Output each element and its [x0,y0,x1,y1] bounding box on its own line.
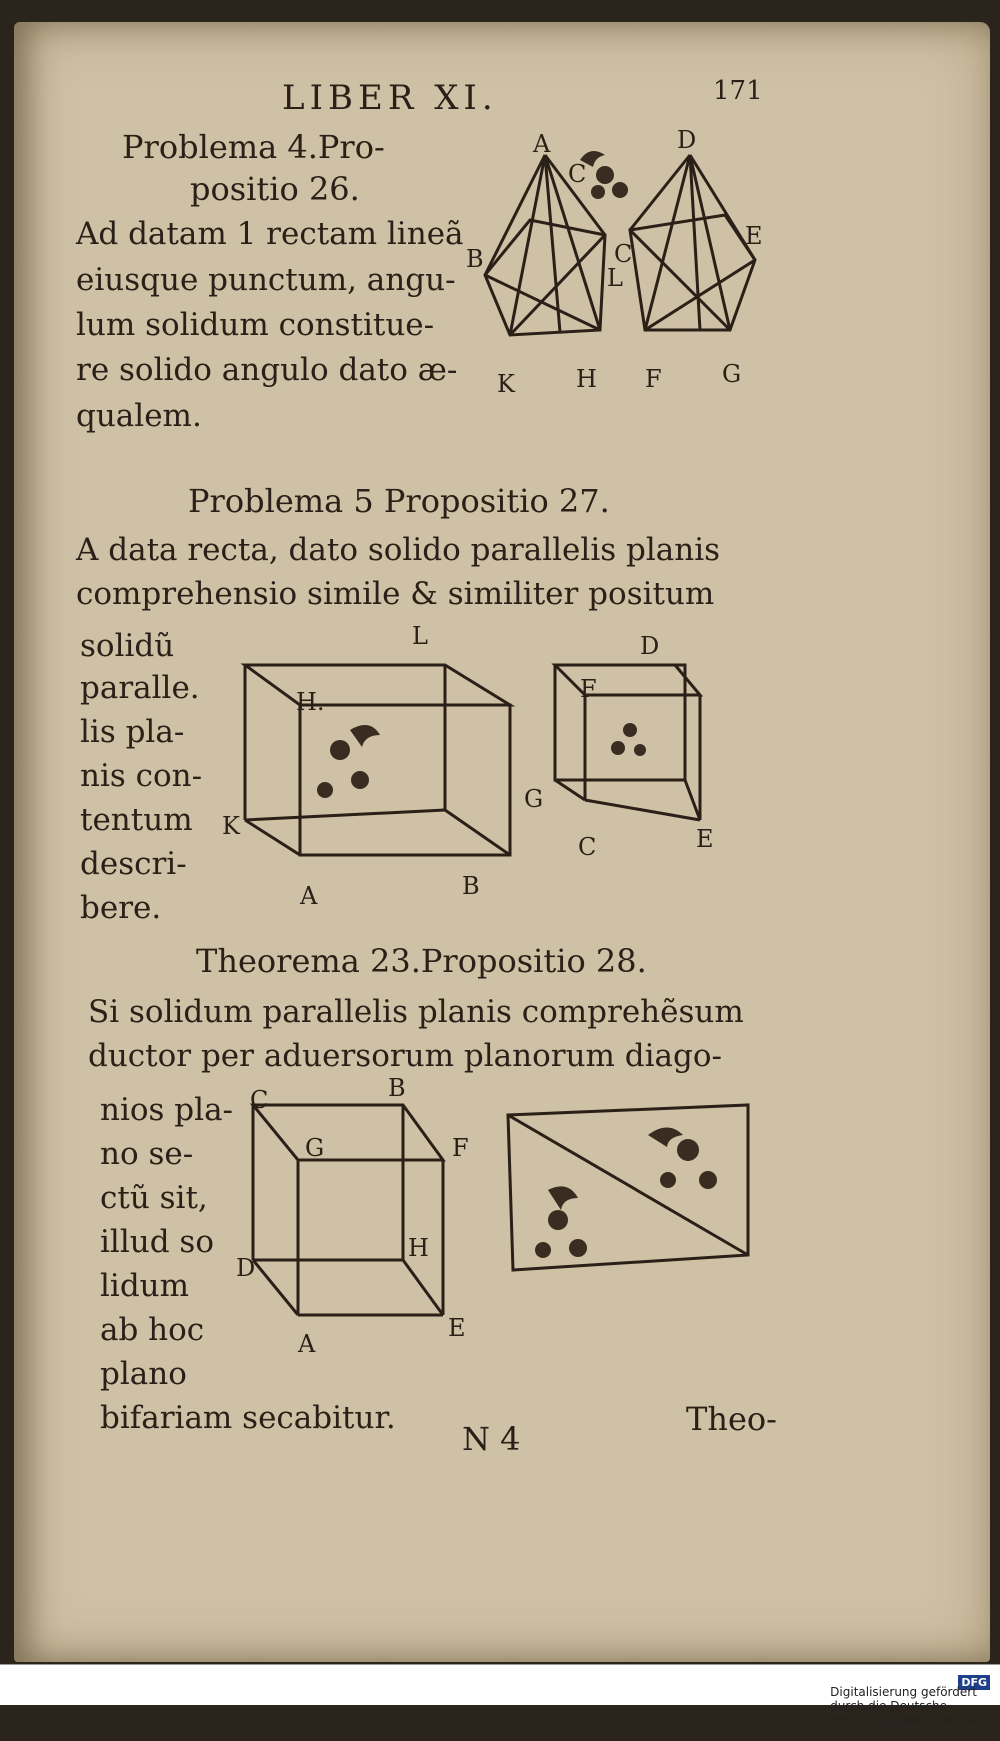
prop28-side-4: illud so [100,1224,214,1260]
fleuron-lower [535,1186,587,1258]
fleuron-upper [648,1128,717,1190]
prop27-side-2: paralle. [80,670,200,706]
fig28-label-h: H [408,1234,429,1262]
fig28-label-c: C [250,1086,269,1114]
fig27-label-a: A [300,882,318,910]
prop26-line-4: re solido angulo dato æ- [76,352,458,388]
fig27-label-d: D [640,632,660,660]
dfg-badge: DFG [958,1675,990,1690]
prop27-side-6: descri- [80,846,187,882]
prop28-side-6: ab hoc [100,1312,205,1348]
fig26-label-f: F [645,365,662,393]
prop27-side-7: bere. [80,890,162,926]
small-box [555,665,700,820]
fig26-label-c2: C [614,240,633,268]
fig26-label-c1: C [568,160,587,188]
prop26-line-2: eiusque punctum, angu- [76,262,456,298]
prop27-line-1: A data recta, dato solido parallelis planis [76,532,721,568]
fig26-label-e: E [745,222,763,250]
fig28-label-g: G [305,1134,325,1162]
fig26-label-k: K [497,370,515,398]
fig26-label-h: H [576,365,597,393]
catchword: Theo- [686,1400,777,1438]
fig28-label-e: E [448,1314,466,1342]
signature-mark: N 4 [462,1420,521,1458]
fig26-label-g: G [722,360,742,388]
prop26-line-3: lum solidum constitue- [76,307,435,343]
prop27-line-2: comprehensio simile & similiter positum [76,576,715,612]
prop27-side-4: nis con- [80,758,203,794]
fig27-label-g: G [524,785,544,813]
fig26-label-l: L [607,264,623,292]
prop28-title: Theorema 23.Propositio 28. [196,942,647,980]
fig28-label-a: A [298,1330,316,1358]
prop28-line-2: ductor per aduersorum planorum diago- [88,1038,723,1074]
prop28-line-1: Si solidum parallelis planis comprehẽsum [88,994,744,1030]
fig26-label-b: B [466,245,484,273]
prop28-side-7: plano [100,1356,187,1392]
prop28-side-3: ctũ sit, [100,1180,208,1216]
prop27-title: Problema 5 Propositio 27. [188,482,610,520]
prop28-side-5: lidum [100,1268,190,1304]
large-box [245,665,510,855]
cube-diagram [253,1105,443,1315]
fig27-label-e: E [696,825,714,853]
prop27-figure [240,650,720,880]
fig28-label-d: D [236,1254,256,1282]
prop26-line-1: Ad datam 1 rectam lineã [76,216,464,252]
fleuron-small [611,723,646,756]
running-header: LIBER XI. [282,78,498,118]
fig27-label-f: F [580,675,597,703]
credit-bar [0,1664,1000,1741]
prop28-side-2: no se- [100,1136,194,1172]
prop26-line-5: qualem. [76,398,202,434]
fig27-label-h: H. [296,688,325,716]
prop27-side-3: lis pla- [80,714,185,750]
fig27-label-l: L [412,622,428,650]
fig28-label-f: F [452,1134,469,1162]
prop28-figure [248,1090,758,1330]
fleuron-large [317,725,380,798]
prop26-title-2: positio 26. [190,170,360,208]
prop27-side-5: tentum [80,802,193,838]
fig27-label-b: B [462,872,480,900]
fig27-label-k: K [222,812,240,840]
fig27-label-c: C [578,833,597,861]
fig28-label-b: B [388,1074,406,1102]
fig26-label-d: D [677,126,697,154]
folio-number: 171 [713,76,763,106]
credit-text: Digitalisierung gefördert durch die Deutsche Forschungsgemeinschaft - DFG [955,1675,990,1690]
prop28-side-1: nios pla- [100,1092,234,1128]
prop28-side-8: bifariam secabitur. [100,1400,396,1436]
prop26-title-1: Problema 4.Pro- [122,128,385,166]
fig26-label-a: A [533,130,551,158]
fleuron-ornament [580,151,628,199]
prop27-side-1: solidũ [80,628,175,664]
